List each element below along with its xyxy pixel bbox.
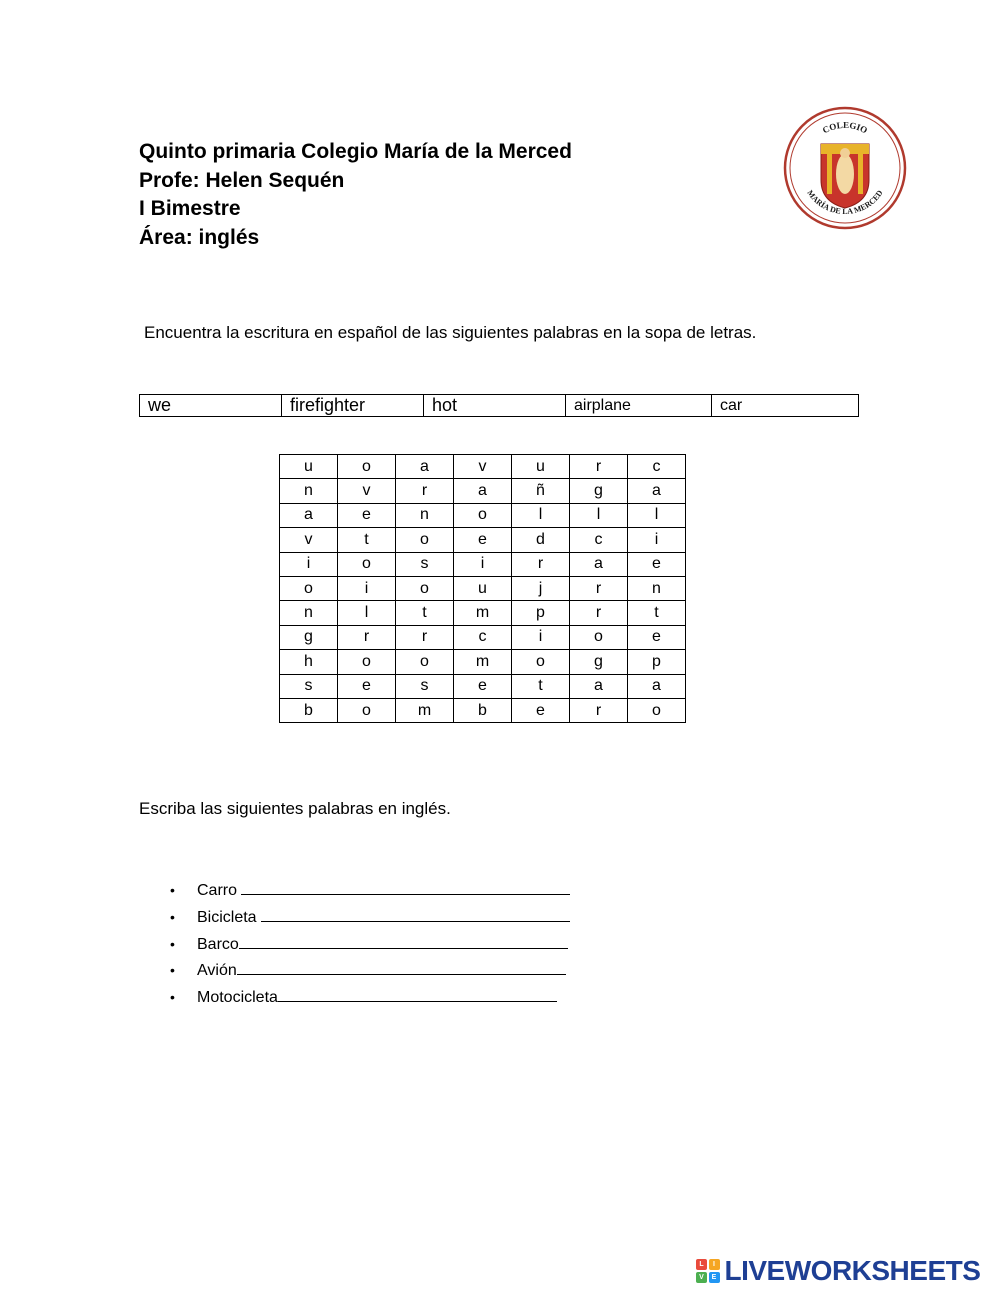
grid-cell[interactable]: a bbox=[628, 674, 686, 698]
grid-cell[interactable]: n bbox=[280, 601, 338, 625]
grid-row bbox=[280, 650, 686, 674]
bullet-icon: • bbox=[170, 882, 175, 898]
grid-cell[interactable]: o bbox=[396, 576, 454, 600]
grid-cell[interactable]: o bbox=[396, 650, 454, 674]
grid-cell[interactable]: a bbox=[570, 674, 628, 698]
word-label: Avión bbox=[197, 962, 237, 980]
logo-top-text: COLEGIO bbox=[820, 119, 870, 136]
grid-cell[interactable]: r bbox=[570, 698, 628, 722]
grid-cell[interactable]: o bbox=[454, 503, 512, 527]
list-item bbox=[170, 904, 570, 931]
grid-row bbox=[280, 698, 686, 722]
grid-cell[interactable]: i bbox=[280, 552, 338, 576]
answer-blank[interactable] bbox=[239, 931, 568, 949]
header-subject-line: Área: inglés bbox=[139, 225, 260, 249]
grid-cell[interactable]: a bbox=[396, 455, 454, 479]
brand-logo-icon bbox=[696, 1259, 720, 1283]
grid-cell[interactable]: r bbox=[570, 576, 628, 600]
logo-stripe-right bbox=[858, 154, 863, 194]
grid-cell[interactable]: e bbox=[338, 674, 396, 698]
grid-cell[interactable]: o bbox=[396, 528, 454, 552]
grid-cell[interactable]: ñ bbox=[512, 479, 570, 503]
grid-cell[interactable]: s bbox=[280, 674, 338, 698]
grid-cell[interactable]: i bbox=[338, 576, 396, 600]
grid-cell[interactable]: p bbox=[512, 601, 570, 625]
grid-cell[interactable]: o bbox=[338, 552, 396, 576]
grid-cell[interactable]: n bbox=[628, 576, 686, 600]
grid-cell[interactable]: u bbox=[512, 455, 570, 479]
grid-cell[interactable]: u bbox=[454, 576, 512, 600]
logo-figure bbox=[836, 154, 854, 194]
grid-cell[interactable]: c bbox=[454, 625, 512, 649]
grid-cell[interactable]: l bbox=[570, 503, 628, 527]
grid-cell[interactable]: u bbox=[280, 455, 338, 479]
grid-cell[interactable]: e bbox=[628, 625, 686, 649]
grid-row bbox=[280, 503, 686, 527]
grid-cell[interactable]: b bbox=[454, 698, 512, 722]
grid-cell[interactable]: c bbox=[628, 455, 686, 479]
grid-cell[interactable]: o bbox=[338, 698, 396, 722]
worksheet-header bbox=[139, 138, 572, 252]
word-label: Bicicleta bbox=[197, 908, 262, 926]
list-item bbox=[170, 957, 570, 984]
answer-blank[interactable] bbox=[278, 984, 557, 1002]
grid-cell[interactable]: v bbox=[338, 479, 396, 503]
grid-cell[interactable]: t bbox=[396, 601, 454, 625]
logo-bottom-text: MARÍA DE LA MERCED bbox=[805, 188, 885, 217]
brand-square: L bbox=[696, 1259, 707, 1270]
grid-cell[interactable]: a bbox=[570, 552, 628, 576]
grid-cell[interactable]: g bbox=[280, 625, 338, 649]
brand-text: LIVEWORKSHEETS bbox=[724, 1255, 981, 1286]
grid-row bbox=[280, 576, 686, 600]
header-teacher-line: Profe: Helen Sequén bbox=[139, 168, 345, 192]
grid-cell[interactable]: o bbox=[570, 625, 628, 649]
liveworksheets-brand bbox=[696, 1254, 980, 1288]
grid-cell[interactable]: e bbox=[454, 528, 512, 552]
brand-square: V bbox=[696, 1272, 707, 1283]
grid-cell[interactable]: j bbox=[512, 576, 570, 600]
grid-cell[interactable]: r bbox=[570, 455, 628, 479]
translation-instruction: Escriba las siguientes palabras en inglés. bbox=[139, 799, 451, 818]
grid-cell[interactable]: o bbox=[628, 698, 686, 722]
grid-cell[interactable]: l bbox=[512, 503, 570, 527]
grid-cell[interactable]: a bbox=[280, 503, 338, 527]
school-logo bbox=[783, 106, 907, 230]
bullet-icon: • bbox=[170, 935, 175, 952]
grid-cell[interactable]: d bbox=[512, 528, 570, 552]
translation-list bbox=[170, 877, 570, 1011]
grid-cell[interactable]: e bbox=[338, 503, 396, 527]
grid-cell[interactable]: r bbox=[512, 552, 570, 576]
word-search-instruction: Encuentra la escritura en español de las siguientes palabras en la sopa de letras. bbox=[144, 323, 757, 342]
logo-stripe-left bbox=[827, 154, 832, 194]
grid-cell[interactable]: t bbox=[512, 674, 570, 698]
grid-row bbox=[280, 674, 686, 698]
brand-square: I bbox=[709, 1259, 720, 1270]
grid-cell[interactable]: r bbox=[338, 625, 396, 649]
grid-row bbox=[280, 625, 686, 649]
answer-blank[interactable] bbox=[241, 877, 570, 895]
grid-cell[interactable]: p bbox=[628, 650, 686, 674]
grid-row bbox=[280, 601, 686, 625]
grid-cell[interactable]: r bbox=[570, 601, 628, 625]
grid-row bbox=[280, 455, 686, 479]
word-bank-item: car bbox=[712, 395, 859, 417]
grid-cell[interactable]: c bbox=[570, 528, 628, 552]
list-item bbox=[170, 877, 570, 904]
header-school-line: Quinto primaria Colegio María de la Merced bbox=[139, 140, 572, 163]
grid-cell[interactable]: t bbox=[338, 528, 396, 552]
answer-blank[interactable] bbox=[237, 957, 566, 975]
grid-cell[interactable]: m bbox=[454, 650, 512, 674]
grid-cell[interactable]: v bbox=[280, 528, 338, 552]
grid-row bbox=[280, 479, 686, 503]
word-bank-item: we bbox=[140, 395, 282, 417]
bullet-icon: • bbox=[170, 962, 175, 979]
answer-blank[interactable] bbox=[261, 904, 570, 922]
word-bank-item: hot bbox=[424, 395, 566, 417]
grid-cell[interactable]: n bbox=[396, 503, 454, 527]
grid-cell[interactable]: t bbox=[628, 601, 686, 625]
word-bank-item: airplane bbox=[566, 395, 712, 417]
grid-cell[interactable]: r bbox=[396, 625, 454, 649]
grid-cell[interactable]: v bbox=[454, 455, 512, 479]
grid-cell[interactable]: l bbox=[338, 601, 396, 625]
grid-cell[interactable]: g bbox=[570, 650, 628, 674]
grid-cell[interactable]: a bbox=[628, 479, 686, 503]
grid-cell[interactable]: a bbox=[454, 479, 512, 503]
grid-cell[interactable]: h bbox=[280, 650, 338, 674]
grid-cell[interactable]: b bbox=[280, 698, 338, 722]
logo-figure-head bbox=[840, 148, 850, 158]
grid-cell[interactable]: o bbox=[338, 455, 396, 479]
word-bank bbox=[139, 394, 859, 417]
grid-cell[interactable]: o bbox=[338, 650, 396, 674]
grid-cell[interactable]: o bbox=[280, 576, 338, 600]
word-label: Carro bbox=[197, 882, 242, 899]
word-bank-item: firefighter bbox=[282, 395, 424, 417]
word-search-grid bbox=[279, 454, 686, 723]
grid-row bbox=[280, 552, 686, 576]
grid-row bbox=[280, 528, 686, 552]
grid-cell[interactable]: r bbox=[396, 479, 454, 503]
bullet-icon: • bbox=[170, 989, 175, 1006]
grid-cell[interactable]: i bbox=[512, 625, 570, 649]
bullet-icon: • bbox=[170, 908, 175, 925]
grid-cell[interactable]: e bbox=[512, 698, 570, 722]
word-label: Barco bbox=[197, 935, 239, 953]
list-item bbox=[170, 984, 570, 1011]
grid-cell[interactable]: e bbox=[628, 552, 686, 576]
grid-cell[interactable]: o bbox=[512, 650, 570, 674]
grid-cell[interactable]: e bbox=[454, 674, 512, 698]
grid-cell[interactable]: l bbox=[628, 503, 686, 527]
grid-cell[interactable]: n bbox=[280, 479, 338, 503]
word-label: Motocicleta bbox=[197, 989, 278, 1007]
header-term-line: I Bimestre bbox=[139, 197, 241, 220]
grid-cell[interactable]: i bbox=[628, 528, 686, 552]
grid-cell[interactable]: s bbox=[396, 552, 454, 576]
grid-cell[interactable]: m bbox=[454, 601, 512, 625]
grid-cell[interactable]: s bbox=[396, 674, 454, 698]
grid-cell[interactable]: i bbox=[454, 552, 512, 576]
brand-square: E bbox=[709, 1272, 720, 1283]
grid-cell[interactable]: m bbox=[396, 698, 454, 722]
list-item bbox=[170, 931, 570, 958]
grid-cell[interactable]: g bbox=[570, 479, 628, 503]
